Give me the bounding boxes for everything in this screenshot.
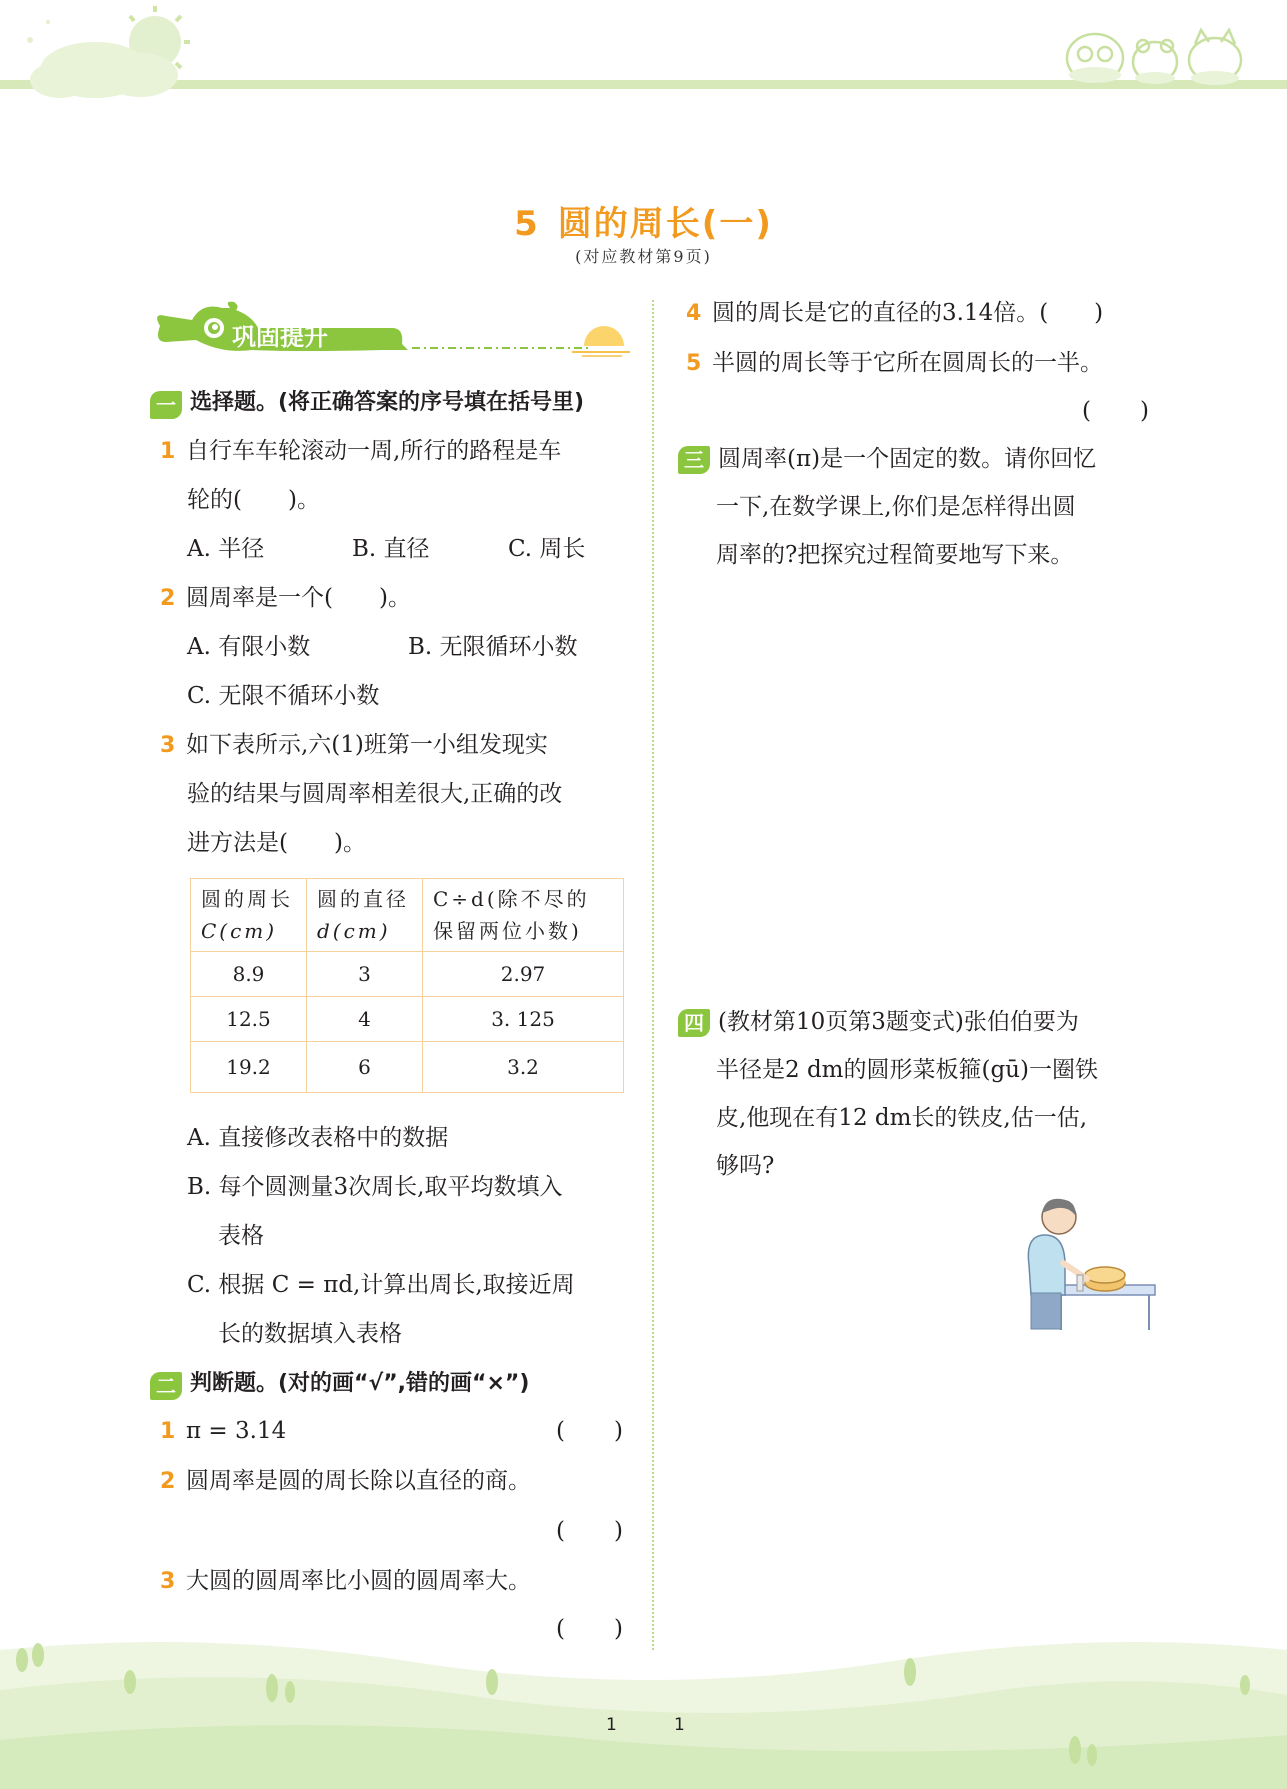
q2-line1 (160, 583, 411, 614)
q3-line2: 验的结果与圆周率相差很大,正确的改 (187, 781, 563, 807)
judge-2-number: 2 (160, 1469, 176, 1494)
q3-option-b-line1: B. 每个圆测量3次周长,取平均数填入 (187, 1174, 563, 1200)
q2-text: 圆周率是一个( )。 (186, 585, 411, 611)
q3-line3: 进方法是( )。 (187, 830, 366, 856)
judge-item-5 (686, 348, 1103, 379)
table-cell: 12.5 (191, 997, 307, 1042)
q1-option-b: B. 直径 (352, 536, 430, 562)
lesson-title: 圆的周长(一) (557, 204, 773, 244)
q3-number: 3 (160, 733, 176, 758)
man-cutting-board-illustration (1015, 1195, 1160, 1335)
q1-text: 自行车车轮滚动一周,所行的路程是车 (186, 438, 562, 464)
section4-line1 (678, 1007, 1079, 1037)
page-subtitle: (对应教材第9页) (575, 247, 712, 266)
section3-text: 圆周率(π)是一个固定的数。请你回忆 (718, 446, 1097, 472)
q3-option-b-line2: 表格 (218, 1223, 264, 1249)
section3-line2: 一下,在数学课上,你们是怎样得出圆 (716, 494, 1076, 520)
section-banner (152, 298, 632, 358)
judge-item-3 (160, 1566, 531, 1597)
section4-line3: 皮,他现在有12 dm长的铁皮,估一估, (716, 1105, 1088, 1131)
judge-4-text: 圆的周长是它的直径的3.14倍。( ) (712, 300, 1104, 326)
banner-label: 巩固提升 (232, 323, 328, 351)
section2-badge: 二 (150, 1372, 182, 1400)
table-cell: 3.2 (423, 1042, 624, 1093)
q3-option-c-line2: 长的数据填入表格 (218, 1321, 402, 1347)
table-row (191, 1042, 624, 1093)
judge-5-number: 5 (686, 351, 702, 376)
page-number-left: 1 (606, 1715, 617, 1735)
sun-cloud-decoration (0, 0, 220, 110)
q1-option-c: C. 周长 (508, 536, 586, 562)
table-cell: 2.97 (423, 952, 624, 997)
table-cell: 19.2 (191, 1042, 307, 1093)
section4-line4: 够吗? (716, 1153, 775, 1179)
section2-heading: 判断题。(对的画“√”,错的画“×”) (190, 1371, 530, 1396)
page-title (0, 196, 1287, 245)
q1-number: 1 (160, 439, 176, 464)
table-row (191, 997, 624, 1042)
judge-item-4 (686, 298, 1103, 329)
q1-line2: 轮的( )。 (187, 487, 320, 513)
judge-5-text: 半圆的周长等于它所在圆周长的一半。 (712, 350, 1103, 376)
table-header-cell: 圆的周长 C(cm) (191, 879, 307, 952)
judge-5-answer-paren: ( ) (1082, 398, 1150, 424)
section1-heading: 选择题。(将正确答案的序号填在括号里) (190, 390, 585, 415)
judge-item-2 (160, 1466, 531, 1497)
section1-badge: 一 (150, 391, 182, 419)
lesson-number: 5 (514, 204, 540, 244)
page-number-right: 1 (674, 1715, 685, 1735)
table-header-cell: 圆的直径 d(cm) (307, 879, 423, 952)
footer-hills-decoration (0, 1610, 1287, 1789)
q3-text: 如下表所示,六(1)班第一小组发现实 (186, 732, 548, 758)
table-header-row (191, 879, 624, 952)
q3-option-a: A. 直接修改表格中的数据 (187, 1125, 449, 1151)
q1-line1 (160, 436, 561, 467)
judge-4-number: 4 (686, 301, 702, 326)
judge-2-text: 圆周率是圆的周长除以直径的商。 (186, 1468, 531, 1494)
table-row (191, 952, 624, 997)
table-cell: 3 (307, 952, 423, 997)
animal-faces-decoration (1055, 20, 1255, 90)
judge-1-text: π = 3.14 (186, 1418, 287, 1444)
section3-line3: 周率的?把探究过程简要地写下来。 (716, 542, 1074, 568)
section4-text: (教材第10页第3题变式)张伯伯要为 (718, 1009, 1079, 1035)
q2-number: 2 (160, 586, 176, 611)
table-cell: 3. 125 (423, 997, 624, 1042)
table-cell: 4 (307, 997, 423, 1042)
judge-3-text: 大圆的圆周率比小圆的圆周率大。 (186, 1568, 531, 1594)
section4-badge: 四 (678, 1009, 710, 1037)
table-cell: 6 (307, 1042, 423, 1093)
section3-badge: 三 (678, 446, 710, 474)
section1-header (150, 385, 584, 419)
section3-line1 (678, 444, 1096, 474)
section2-header (150, 1366, 529, 1400)
q1-option-a: A. 半径 (187, 536, 265, 562)
q2-option-c: C. 无限不循环小数 (187, 683, 380, 709)
table-cell: 8.9 (191, 952, 307, 997)
q3-line1 (160, 730, 548, 761)
table-header-cell: C÷d(除不尽的 保留两位小数) (423, 879, 624, 952)
q3-data-table (190, 878, 624, 1093)
judge-3-number: 3 (160, 1569, 176, 1594)
q2-option-b: B. 无限循环小数 (408, 634, 578, 660)
q2-option-a: A. 有限小数 (187, 634, 311, 660)
judge-1-number: 1 (160, 1419, 176, 1444)
q3-option-c-line1: C. 根据 C = πd,计算出周长,取接近周 (187, 1272, 575, 1298)
judge-1-answer-paren: ( ) (556, 1418, 624, 1444)
judge-item-1 (160, 1416, 286, 1447)
section4-line2: 半径是2 dm的圆形菜板箍(gū)一圈铁 (716, 1057, 1098, 1083)
judge-3-answer-paren: ( ) (556, 1616, 624, 1642)
column-divider (652, 300, 654, 1650)
judge-2-answer-paren: ( ) (556, 1518, 624, 1544)
